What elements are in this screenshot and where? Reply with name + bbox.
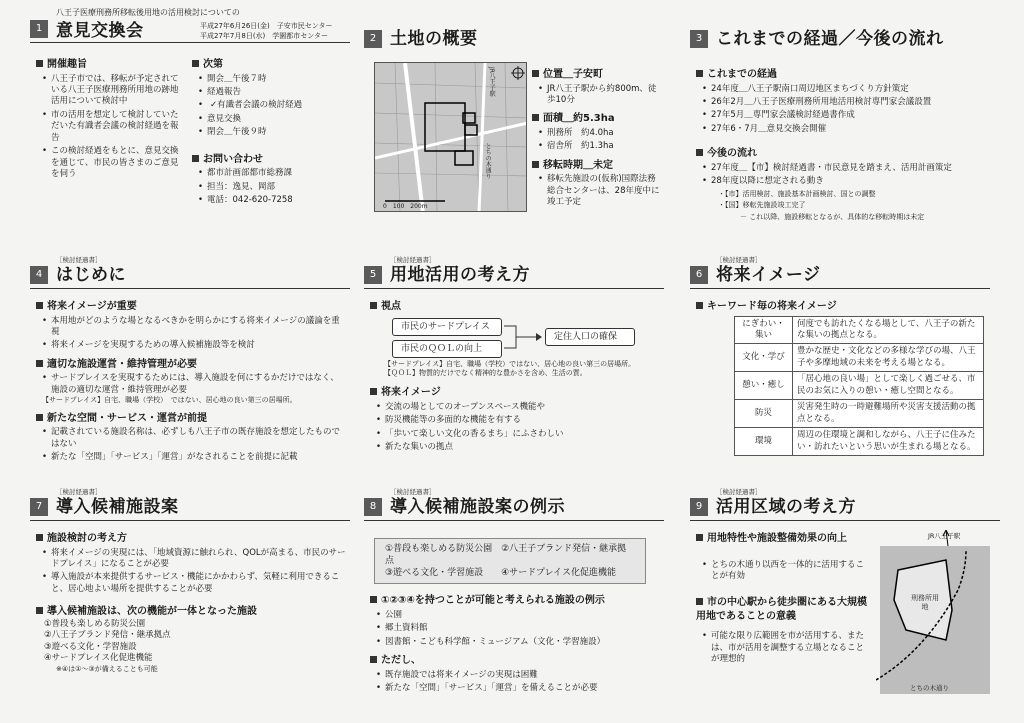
meeting-date-2: 平成27年7月8日(水) 学園都市センター	[200, 32, 328, 40]
list-item: • 郷土資料館	[376, 623, 664, 634]
list-item: ③遊べる文化・学習施設	[44, 641, 137, 652]
panel-header	[30, 258, 350, 288]
note-text: 【サードプレイス】自宅、職場（学校）ではない、居心地の良い第三の居場所。	[384, 359, 636, 368]
list-item: • 新たな集いの拠点	[376, 442, 664, 453]
panel-header	[30, 8, 350, 42]
meeting-subtitle: 八王子医療刑務所移転後用地の活用検討についての	[56, 8, 240, 17]
map-label-road: とちの木通り	[910, 684, 949, 692]
perspective-diagram	[370, 316, 664, 360]
meeting-date-1: 平成27年6月26日(金) 子安市民センター	[200, 22, 333, 30]
section-heading: これまでの経過	[696, 68, 986, 82]
site-map	[374, 62, 527, 212]
section-heading: 将来イメージ	[370, 386, 664, 400]
panel-header	[364, 22, 664, 52]
list-item: • 閉会＿午後９時	[198, 127, 342, 138]
panel-future-image	[690, 258, 990, 483]
table-row: 環境 周辺の住環境と調和しながら、八王子に住みたい・訪れたいという思いが生まれる場となる。	[735, 428, 984, 456]
section-heading: 施設検討の考え方	[36, 532, 346, 546]
note-text: 【ＱＯＬ】物質的だけでなく精神的な豊かさを含め、生活の質。	[384, 368, 587, 377]
list-item: • 26年2月＿八王子医療刑務所用地活用検討専門家会議設置	[702, 97, 986, 108]
list-item: • サードプレイスを実現するためには、導入施設を何にするかだけではなく、施設の適切な運営・維持管理が必要	[42, 373, 346, 396]
list-item: • 開会＿午後７時	[198, 74, 342, 85]
list-item: • 可能な限り広範囲を市が活用する、または、市が活用を調整する立場となることが理想的	[702, 631, 872, 665]
panel-title: 導入候補施設案の例示	[390, 497, 565, 517]
list-item: • 27年6・7月＿意見交換会開催	[702, 124, 986, 135]
panel-land-overview	[364, 22, 664, 257]
list-item: • 意見交換	[198, 114, 342, 125]
usage-area-map-graphic	[876, 530, 996, 700]
section-heading: 導入候補施設は、次の機能が一体となった施設	[36, 605, 346, 619]
panel-title: 用地活用の考え方	[390, 265, 530, 285]
section-number: 7	[30, 498, 48, 516]
list-item: • 既存施設では将来イメージの実現は困難	[376, 670, 664, 681]
panel-header	[690, 258, 990, 288]
list-item: • 防災機能等の多面的な機能を有する	[376, 415, 664, 426]
usage-area-map	[876, 530, 996, 700]
list-item: • 都市計画部都市総務課	[198, 168, 342, 179]
list-item: • 記載されている施設名称は、必ずしも八王子市の既存施設を想定したものではない	[42, 427, 346, 450]
section-heading: 開催趣旨	[36, 58, 186, 72]
section-heading: ただし、	[370, 654, 664, 668]
panel-tag: ［検討経過書］	[390, 256, 436, 264]
section-heading: 次第	[192, 58, 342, 72]
perspective-box: 市民のサードプレイス	[392, 318, 502, 336]
table-row: 憩い・癒し 「居心地の良い場」として楽しく過ごせる、市民のお気に入りの憩い・癒し空間となる。	[735, 372, 984, 400]
panel-candidate-facilities	[30, 490, 350, 715]
list-item: • とちの木通り以西を一体的に活用することが有効	[702, 560, 872, 583]
list-item: • 新たな「空間」「サービス」「運営」を備えることが必要	[376, 683, 664, 694]
panel-history-future	[690, 22, 990, 262]
table-row: にぎわい・集い 何度でも訪れたくなる場として、八王子の新たな集いの拠点となる。	[735, 316, 984, 344]
list-subitem: － これ以降、施設移転となるが、具体的な移転時期は未定	[740, 212, 925, 221]
list-item: • 27年度＿【市】検討経過書・市民意見を踏まえ、活用計画策定	[702, 163, 986, 174]
list-subitem: ・【市】活用検討、施設基本計画検討、国との調整	[718, 189, 876, 198]
section-heading: 用地特性や施設整備効果の向上	[696, 532, 872, 546]
panel-title: はじめに	[56, 265, 126, 285]
panel-usage-area	[690, 490, 1000, 715]
section-number: 4	[30, 266, 48, 284]
section-heading: お問い合わせ	[192, 153, 342, 167]
list-item: • 「歩いて楽しい文化の香るまち」にふさわしい	[376, 429, 664, 440]
list-item: • 宿舎所 約1.3ha	[538, 141, 664, 152]
section-heading: 市の中心駅から徒歩圏にある大規模用地であることの意義	[696, 597, 867, 622]
keyword-table	[734, 316, 984, 457]
panel-land-use-concept	[364, 258, 664, 483]
goal-box: 定住人口の確保	[545, 328, 635, 346]
section-heading: 適切な施設運営・維持管理が必要	[36, 358, 346, 372]
list-item: • この検討経過をもとに、意見交換を通じて、市民の皆さまのご意見を伺う	[42, 146, 186, 180]
list-item: • 担当：逸見、岡部	[198, 182, 342, 193]
panel-header	[364, 490, 664, 520]
list-item: • 経過報告	[198, 87, 342, 98]
map-scale: 0 100 200m	[383, 203, 428, 210]
table-row: 文化・学び 豊かな歴史・文化などの多様な学びの場、八王子や多摩地域の未来を考える場となる。	[735, 344, 984, 372]
panel-header	[690, 22, 990, 52]
list-item: • 公園	[376, 610, 664, 621]
list-item: • JR八王子駅から約800m、徒歩10分	[538, 84, 664, 107]
list-item: • 将来イメージの実現には、「地域資源に触れられ、QOLが高まる、市民のサードプレイス」になることが必要	[42, 548, 346, 571]
map-label-road: とちの木通り	[484, 143, 492, 179]
list-item: • 電話：042-620-7258	[198, 195, 342, 206]
list-item: • 移転先施設の(仮称)国際法務総合センターは、28年度中に竣工予定	[538, 174, 664, 208]
list-item: • 交流の場としてのオープンスペース機能や	[376, 402, 664, 413]
panel-tag: ［検討経過書］	[716, 488, 762, 496]
list-item: • 図書館・こども科学館・ミュージアム（文化・学習施設）	[376, 637, 664, 648]
section-heading: キーワード毎の将来イメージ	[696, 300, 990, 314]
panel-tag: ［検討経過書］	[56, 488, 102, 496]
section-number: 1	[30, 20, 48, 38]
list-item: ①普段も楽しめる防災公園	[44, 618, 146, 629]
map-label-site: 刑務所用地	[911, 594, 939, 612]
panel-opinion-meeting	[30, 8, 350, 262]
list-subitem: ・【国】移転先施設竣工完了	[718, 201, 806, 210]
list-item: • 27年5月＿専門家会議検討経過書作成	[702, 110, 986, 121]
panel-header	[690, 490, 1000, 520]
site-map-graphic	[375, 63, 527, 212]
panel-title: 導入候補施設案	[56, 497, 179, 517]
panel-title: 意見交換会	[56, 21, 144, 41]
section-heading: 将来イメージが重要	[36, 300, 346, 314]
list-item: • 八王子市では、移転が予定されている八王子医療刑務所用地の跡地活用について検討中	[42, 74, 186, 108]
section-number: 2	[364, 30, 382, 48]
panel-tag: ［検討経過書］	[56, 256, 102, 264]
panel-facility-examples	[364, 490, 664, 715]
section-number: 3	[690, 30, 708, 48]
section-number: 8	[364, 498, 382, 516]
section-heading: 面積＿約5.3ha	[532, 112, 664, 126]
list-item: • 28年度以降に想定される動き	[702, 176, 986, 187]
map-label-station: JR八王子駅	[488, 67, 496, 97]
list-item: • 将来イメージを実現するための導入候補施設等を検討	[42, 340, 346, 351]
list-item: • 刑務所 約4.0ha	[538, 128, 664, 139]
note-text: ※④は①～③が備えることも可能	[56, 664, 158, 673]
panel-title: 将来イメージ	[716, 265, 821, 285]
section-heading: 新たな空間・サービス・運営が前提	[36, 412, 346, 426]
panel-introduction	[30, 258, 350, 483]
panel-tag: ［検討経過書］	[390, 488, 436, 496]
panel-header	[30, 490, 350, 520]
list-subitem: • ✓有識者会議の検討経過	[198, 100, 342, 111]
section-number: 6	[690, 266, 708, 284]
list-item: • 市の活用を想定して検討していただいた有識者会議の検討経過を報告	[42, 110, 186, 144]
list-item: • 新たな「空間」「サービス」「運営」がなされることを前提に記載	[42, 452, 346, 463]
section-heading: 位置＿子安町	[532, 68, 664, 82]
connector-arrow	[504, 316, 544, 360]
map-label-station: JR八王子駅	[928, 532, 961, 540]
section-number: 5	[364, 266, 382, 284]
section-heading: 今後の流れ	[696, 147, 986, 161]
panel-tag: ［検討経過書］	[716, 256, 762, 264]
panel-header	[364, 258, 664, 288]
table-row: 防災 災害発生時の一時避難場所や災害支援活動の拠点となる。	[735, 400, 984, 428]
list-item: • 導入施設が本来提供するサービス・機能にかかわらず、気軽に利用できること、居心地よい場所を提供することが必要	[42, 572, 346, 595]
panel-title: これまでの経過／今後の流れ	[716, 29, 944, 49]
list-item: • 本用地がどのような場となるべきかを明らかにする将来イメージの議論を重視	[42, 316, 346, 339]
section-heading: 移転時期＿未定	[532, 159, 664, 173]
function-summary-box: ①普段も楽しめる防災公園 ②八王子ブランド発信・継承拠点 ③遊べる文化・学習施設 ④サードプレイス化促進機能	[374, 538, 646, 584]
perspective-box: 市民のＱＯＬの向上	[392, 340, 502, 358]
panel-title: 活用区域の考え方	[716, 497, 856, 517]
list-item: ②八王子ブランド発信・継承拠点	[44, 630, 171, 641]
note-text: 【サードプレイス】自宅、職場（学校） ではない、居心地の良い第三の居場所。	[42, 396, 297, 405]
section-number: 9	[690, 498, 708, 516]
section-heading: ①②③④を持つことが可能と考えられる施設の例示	[370, 594, 664, 608]
list-item: ④サードプレイス化促進機能	[44, 653, 153, 664]
section-heading: 視点	[370, 300, 664, 314]
panel-title: 土地の概要	[390, 29, 478, 49]
list-item: • 24年度＿八王子駅南口周辺地区まちづくり方針策定	[702, 84, 986, 95]
